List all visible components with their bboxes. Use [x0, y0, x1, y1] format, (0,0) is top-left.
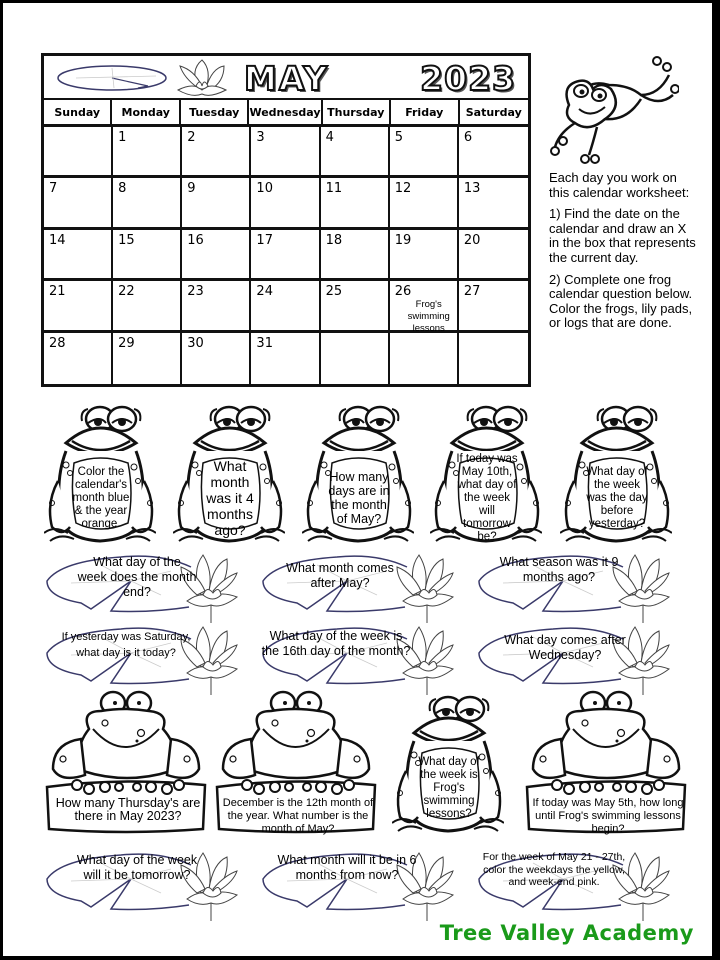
day-number: 23 — [187, 284, 204, 300]
lilypad-question-card[interactable] — [473, 551, 673, 613]
day-number: 9 — [187, 181, 196, 197]
weekday-tuesday: Tuesday — [181, 100, 249, 124]
log-frog-question-card[interactable] — [211, 689, 381, 839]
frog-question-text: What day of the week was the day before yesterday? — [586, 465, 648, 530]
calendar-day-cell[interactable] — [113, 333, 182, 384]
weekday-sunday: Sunday — [44, 100, 112, 124]
day-number: 16 — [187, 232, 204, 248]
calendar-day-cell[interactable] — [44, 178, 113, 229]
frog-question-card[interactable] — [44, 403, 156, 543]
day-number: 12 — [394, 181, 412, 197]
calendar-day-cell[interactable] — [182, 281, 251, 332]
calendar-day-cell[interactable] — [182, 127, 251, 178]
calendar-day-cell[interactable] — [44, 230, 113, 281]
calendar-day-cell[interactable] — [321, 230, 390, 281]
day-number: 28 — [49, 335, 66, 351]
weekday-friday: Friday — [391, 100, 459, 124]
month-title: MAY — [244, 59, 330, 98]
lilypad-question-card[interactable] — [473, 623, 673, 685]
lilypad-question-text: What month comes after May? — [286, 561, 394, 590]
calendar — [41, 53, 531, 387]
brand-name: Tree Valley Academy — [439, 921, 694, 945]
day-number: 4 — [325, 130, 334, 145]
jumping-frog-icon — [549, 55, 679, 165]
calendar-day-cell[interactable] — [459, 333, 528, 384]
calendar-grid — [44, 127, 528, 384]
calendar-day-cell[interactable] — [113, 230, 182, 281]
day-number: 7 — [49, 181, 58, 197]
lotus-flower-icon — [174, 58, 230, 96]
day-number: 22 — [118, 284, 135, 300]
weekday-thursday: Thursday — [323, 100, 392, 124]
log-question-text: How many Thursday's are there in May 2023? — [55, 796, 201, 823]
day-number: 17 — [256, 232, 273, 248]
day-number: 15 — [118, 232, 135, 248]
calendar-day-cell[interactable] — [459, 281, 528, 332]
calendar-day-cell[interactable] — [459, 178, 528, 229]
calendar-day-cell[interactable] — [44, 127, 113, 178]
lilypad-question-card[interactable] — [257, 623, 457, 685]
lilypad-question-card[interactable] — [41, 849, 241, 911]
day-number: 31 — [256, 335, 273, 351]
lilypad-question-text: What season was it 9 months ago? — [499, 555, 619, 584]
day-number: 25 — [325, 284, 343, 300]
calendar-day-cell[interactable] — [251, 127, 320, 178]
calendar-day-cell[interactable] — [251, 178, 320, 229]
worksheet-page — [3, 3, 712, 956]
day-number: 10 — [256, 181, 273, 197]
frog-question-card[interactable] — [430, 403, 542, 543]
day-event-note: Frog's swimming lessons — [407, 299, 450, 335]
day-number: 5 — [394, 130, 403, 145]
calendar-day-cell[interactable] — [251, 281, 320, 332]
calendar-day-cell[interactable] — [390, 333, 459, 384]
day-number: 1 — [118, 130, 127, 145]
lilypad-question-card[interactable] — [41, 551, 241, 613]
frog-question-card[interactable] — [560, 403, 672, 543]
frog-question-text: How many days are in the month of May? — [328, 470, 390, 526]
lilypad-question-text: If yesterday was Saturday, what day is it today? — [61, 631, 191, 659]
weekday-wednesday: Wednesday — [249, 100, 322, 124]
lilypad-question-card[interactable] — [257, 551, 457, 613]
calendar-day-cell[interactable] — [113, 178, 182, 229]
lilypad-question-card[interactable] — [473, 849, 673, 911]
calendar-day-cell[interactable] — [321, 127, 390, 178]
day-number: 20 — [463, 232, 481, 248]
instructions-step-2: 2) Complete one frog calendar question below. Color the frogs, lily pads, or logs that are done. — [549, 271, 693, 331]
lilypad-question-card[interactable] — [257, 849, 457, 911]
day-number: 2 — [187, 130, 196, 145]
lilypad-question-text: What month will it be in 6 months from now? — [277, 853, 417, 882]
calendar-day-cell[interactable] — [390, 230, 459, 281]
lilypad-question-text: What day of the week will it be tomorrow? — [76, 853, 198, 882]
calendar-day-cell[interactable] — [182, 230, 251, 281]
lilypad-question-card[interactable] — [41, 623, 241, 685]
calendar-day-cell[interactable] — [459, 127, 528, 178]
instructions — [549, 171, 699, 338]
calendar-day-cell[interactable] — [44, 333, 113, 384]
frog-question-card[interactable] — [173, 403, 285, 543]
lilypad-question-text: What day comes after Wednesday? — [504, 633, 626, 662]
calendar-day-cell[interactable] — [182, 178, 251, 229]
instructions-step-1: 1) Find the date on the calendar and draw an X in the box that represents the current day. — [549, 206, 696, 265]
day-number: 30 — [187, 335, 204, 351]
lilypad-question-text: What day of the week does the month end? — [77, 555, 197, 599]
day-number: 29 — [118, 335, 135, 351]
weekday-header-row — [44, 100, 528, 127]
frog-question-card[interactable] — [392, 693, 504, 833]
log-question-text: If today was May 5th, how long until Frog's swimming lessons begin? — [532, 797, 684, 835]
day-number: 19 — [394, 232, 412, 248]
weekday-saturday: Saturday — [465, 105, 522, 119]
calendar-day-cell[interactable] — [251, 333, 320, 384]
log-frog-question-card[interactable] — [41, 689, 211, 839]
day-number: 11 — [325, 181, 343, 197]
frog-question-text: Color the calendar's month blue & the year orange. — [72, 465, 130, 530]
calendar-day-cell[interactable] — [113, 281, 182, 332]
calendar-day-cell[interactable] — [459, 230, 528, 281]
calendar-day-cell[interactable] — [390, 281, 459, 335]
day-number: 3 — [256, 130, 265, 145]
calendar-day-cell[interactable] — [390, 127, 459, 178]
day-number: 14 — [49, 232, 66, 248]
calendar-day-cell[interactable] — [182, 333, 251, 384]
log-frog-question-card[interactable] — [521, 689, 691, 839]
frog-question-text: What month was it 4 months ago? — [206, 458, 254, 538]
frog-question-card[interactable] — [302, 403, 414, 543]
day-number: 8 — [118, 181, 127, 197]
calendar-header — [44, 56, 528, 100]
lilypad-icon — [56, 64, 168, 92]
calendar-day-cell[interactable] — [321, 178, 390, 229]
day-number: 24 — [256, 284, 273, 300]
calendar-day-cell[interactable] — [390, 178, 459, 229]
day-number: 6 — [463, 130, 473, 145]
log-question-text: December is the 12th month of the year. What number is the month of May? — [222, 797, 374, 835]
instructions-intro: Each day you work on this calendar worksheet: — [549, 170, 690, 200]
calendar-day-cell[interactable] — [113, 127, 182, 178]
day-number: 26 — [394, 284, 412, 300]
day-number: 21 — [49, 284, 66, 300]
weekday-monday: Monday — [112, 100, 181, 124]
year-title: 2023 — [420, 59, 516, 98]
day-number: 13 — [463, 181, 481, 197]
calendar-day-cell[interactable] — [251, 230, 320, 281]
frog-question-text: What day of the week is Frog's swimming lessons? — [418, 755, 480, 820]
lilypad-question-text: What day of the week is the 16th day of the month? — [261, 629, 411, 658]
lilypad-question-text: For the week of May 21 - 27th, color the weekdays the yellow, and week-end pink. — [482, 851, 626, 888]
day-number: 18 — [325, 232, 343, 248]
calendar-day-cell[interactable] — [321, 333, 390, 384]
calendar-day-cell[interactable] — [321, 281, 390, 332]
calendar-day-cell[interactable] — [44, 281, 113, 332]
day-number: 27 — [463, 284, 481, 300]
frog-question-text: If today was May 10th, what day of the week will tomorrow be? — [456, 452, 518, 543]
